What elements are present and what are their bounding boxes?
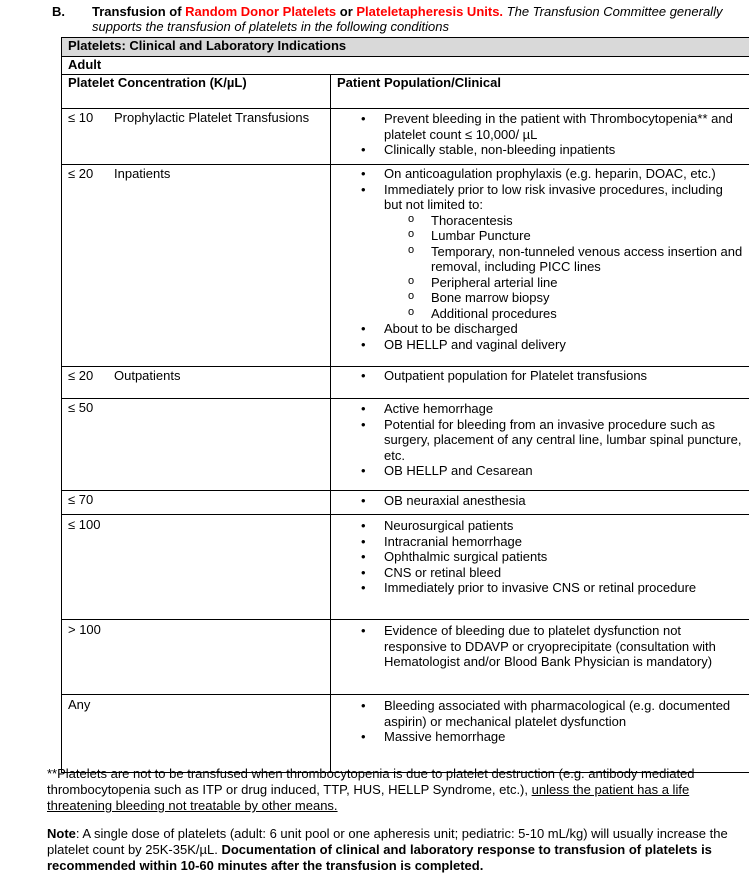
section-heading-text: Transfusion of Random Donor Platelets or Plateletapheresis Units. The Transfusion Committee generally supports the transfusion of platelets in the following conditions <box>92 4 723 34</box>
table-row <box>62 367 749 399</box>
list-item: • OB HELLP and vaginal delivery <box>337 337 744 353</box>
concentration-cell: ≤ 50 <box>62 399 331 491</box>
adult-label: Adult <box>62 57 749 75</box>
population-cell <box>331 399 749 491</box>
sub-list-item: o Peripheral arterial line <box>384 275 744 291</box>
note-paragraph: Note: A single dose of platelets (adult: 6 unit pool or one apheresis unit; pediatric: 5-10 mL/kg) will usually increase the platelet count by 25K-35K/µL. Documentation of clinical and laboratory response to transfusion of platelets is recommended within 10-60 minutes after the transfusion is completed. <box>47 826 728 873</box>
list-item: • Active hemorrhage <box>337 401 744 417</box>
plateletapheresis-units-text: Plateletapheresis Units. <box>356 4 504 19</box>
concentration-cell: ≤ 100 <box>62 515 331 620</box>
population-cell <box>331 165 749 367</box>
list-item: • OB HELLP and Cesarean <box>337 463 744 479</box>
list-item: • Prevent bleeding in the patient with Thrombocytopenia** and platelet count ≤ 10,000/ µL <box>337 111 744 142</box>
list-item: • Ophthalmic surgical patients <box>337 549 744 565</box>
platelet-indications-table <box>61 37 749 773</box>
list-item: • Bleeding associated with pharmacological (e.g. documented aspirin) or mechanical platelet dysfunction <box>337 698 744 729</box>
table-band-title: Platelets: Clinical and Laboratory Indications <box>62 38 749 57</box>
table-row <box>62 620 749 695</box>
sub-list-item: o Additional procedures <box>384 306 744 322</box>
concentration-cell: ≤ 20 Outpatients <box>62 367 331 399</box>
list-item: • Immediately prior to invasive CNS or retinal procedure <box>337 580 744 596</box>
concentration-cell: ≤ 70 <box>62 491 331 515</box>
sub-list-item: o Lumbar Puncture <box>384 228 744 244</box>
table-row <box>62 491 749 515</box>
list-item: • On anticoagulation prophylaxis (e.g. heparin, DOAC, etc.) <box>337 166 744 182</box>
population-cell <box>331 515 749 620</box>
list-item: • CNS or retinal bleed <box>337 565 744 581</box>
list-item: • Neurosurgical patients <box>337 518 744 534</box>
list-item: • Intracranial hemorrhage <box>337 534 744 550</box>
concentration-cell: ≤ 10 Prophylactic Platelet Transfusions <box>62 109 331 165</box>
col-header-population: Patient Population/Clinical <box>331 75 749 109</box>
table-row <box>62 109 749 165</box>
list-item: • Evidence of bleeding due to platelet dysfunction not responsive to DDAVP or cryoprecipitate (consultation with Hematologist and/or Blood Bank Physician is mandatory) <box>337 623 744 670</box>
population-cell <box>331 367 749 399</box>
random-donor-platelets-text: Random Donor Platelets <box>185 4 337 19</box>
concentration-cell: Any <box>62 695 331 773</box>
list-item: • Potential for bleeding from an invasive procedure such as surgery, placement of any central line, lumbar spinal puncture, etc. <box>337 417 744 464</box>
table-row <box>62 695 749 773</box>
concentration-cell: > 100 <box>62 620 331 695</box>
list-item: • Outpatient population for Platelet transfusions <box>337 368 744 384</box>
concentration-cell: ≤ 20 Inpatients <box>62 165 331 367</box>
population-cell <box>331 491 749 515</box>
section-letter: B. <box>52 4 65 19</box>
list-item: • OB neuraxial anesthesia <box>337 493 744 509</box>
footnote: **Platelets are not to be transfused when thrombocytopenia is due to platelet destruction (e.g. antibody mediated thrombocytopenia such as ITP or drug induced, TTP, HUS, HELLP Syndrome, etc.), unless the patient has a life threatening bleeding not treatable by other means. <box>47 766 695 813</box>
list-item: • Immediately prior to low risk invasive procedures, including but not limited to: o Thoracentesis o Lumbar Puncture o Temporary, non-tunneled venous access insertion and removal, including PICC lines o Peripheral arterial line o Bone marrow biopsy o Additional procedures <box>337 182 744 322</box>
table-row <box>62 165 749 367</box>
col-header-concentration: Platelet Concentration (K/µL) <box>62 75 331 109</box>
population-cell <box>331 109 749 165</box>
population-cell <box>331 620 749 695</box>
sub-list-item: o Temporary, non-tunneled venous access insertion and removal, including PICC lines <box>384 244 744 275</box>
sub-list-item: o Thoracentesis <box>384 213 744 229</box>
list-item: • About to be discharged <box>337 321 744 337</box>
sub-list-item: o Bone marrow biopsy <box>384 290 744 306</box>
population-cell <box>331 695 749 773</box>
list-item: • Clinically stable, non-bleeding inpatients <box>337 142 744 158</box>
table-row <box>62 515 749 620</box>
table-row <box>62 399 749 491</box>
list-item: • Massive hemorrhage <box>337 729 744 745</box>
